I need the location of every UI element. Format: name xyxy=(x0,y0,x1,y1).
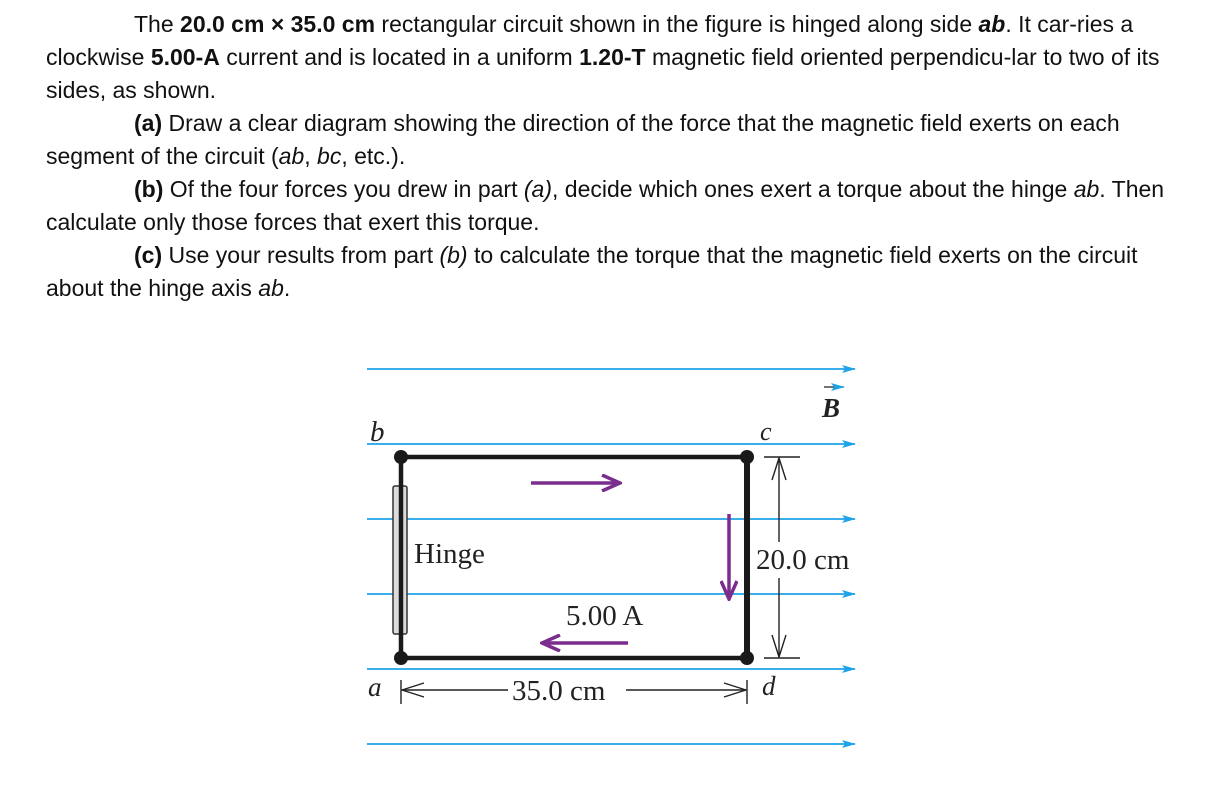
part-a: (a) Draw a clear diagram showing the direction of the force that the magnetic field exerts on each segment of the circuit (ab, bc, etc.). xyxy=(46,110,1120,169)
corner-a-label: a xyxy=(368,672,382,702)
height-label: 20.0 cm xyxy=(756,544,850,576)
corner-dot xyxy=(394,450,408,464)
corner-dot xyxy=(740,450,754,464)
current-label: 5.00 A xyxy=(566,600,644,632)
width-dimension xyxy=(401,675,747,707)
height-dimension xyxy=(756,457,850,658)
corner-dot xyxy=(394,651,408,665)
problem-intro: The 20.0 cm × 35.0 cm rectangular circuit shown in the figure is hinged along side ab. It car-ries a clockwise 5.00-A current and is located in a uniform 1.20-T magnetic field oriented perpendicu-lar to two of its sides, as shown. xyxy=(46,11,1160,103)
width-label: 35.0 cm xyxy=(512,675,606,707)
corner-b-label: b xyxy=(370,416,385,448)
corner-d-label: d xyxy=(762,671,776,701)
part-c: (c) Use your results from part (b) to calculate the torque that the magnetic field exerts on the circuit about the hinge axis ab. xyxy=(46,242,1138,301)
corner-c-label: c xyxy=(760,417,772,446)
field-symbol: B xyxy=(822,393,841,423)
corner-dot xyxy=(740,651,754,665)
part-b: (b) Of the four forces you drew in part (a), decide which ones exert a torque about the hinge ab. Then calculate only those forces that exert this torque. xyxy=(46,176,1165,235)
hinge-label: Hinge xyxy=(414,538,485,570)
